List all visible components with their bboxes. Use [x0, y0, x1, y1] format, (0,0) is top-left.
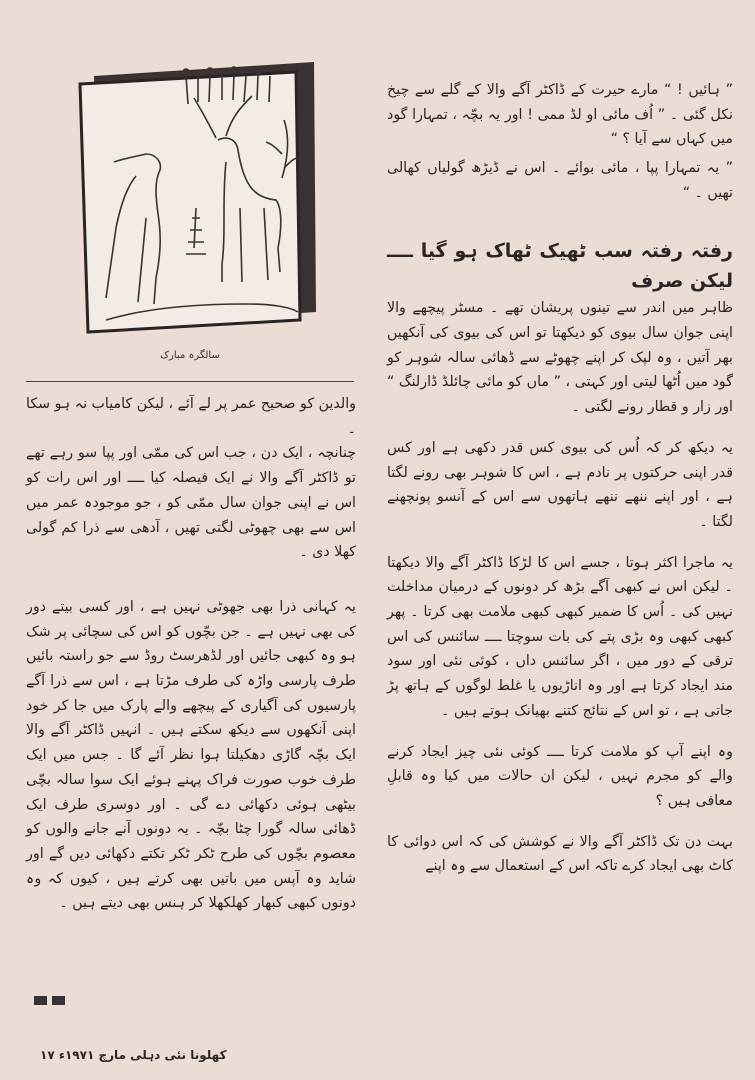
page-footer: کھلونا نئی دہلی مارچ ۱۹۷۱ء ۱۷: [40, 1048, 227, 1062]
paragraph: یہ کہانی ذرا بھی جھوٹی نہیں ہے ، اور کسی بیتے دور کی بھی نہیں ہے ۔ جن بچّوں کو اس کی سچائی پر شک ہو وہ کبھی جائیں اور لڈھرسٹ روڈ سے جو راستہ بائیں طرف پارسی واڑہ کی طرف مڑتا ہے ، اس سے ذرا آگے پارسیوں کی آگیاری کے پیچھے والے پارک میں جا کر خود اپنی آنکھوں سے دیکھ سکتے ہیں ۔ انہیں ڈاکٹر آگے والا ایک بچّہ گاڑی دھکیلتا ہوا نظر آئے گا ۔ جس میں ایک طرف خوب صورت فراک پہنے ہوئے ایک سوا سالہ بچّی بیٹھی ہوئی دکھائی دے گی ۔ اور دوسری طرف ایک ڈھائی سالہ گورا چٹا بچّہ ۔ یہ دونوں آنے جانے والوں کو معصوم بچّوں کی طرح ٹکر ٹکر تکتے دکھائی دیں گے اور شاید وہ آپس میں باتیں بھی کرتے ہیں ، کیوں کہ وہ دونوں کبھی کبھار کھلکھلا کر ہنس بھی دیتے ہیں ۔: [26, 598, 356, 912]
paragraph: وہ اپنے آپ کو ملامت کرتا ــــ کوئی نئی چیز ایجاد کرنے والے کو مجرم نہیں ، لیکن ان حالات میں کیا وہ قابلِ معافی ہیں ؟: [387, 743, 733, 809]
illustration-caption: سالگرہ مبارک: [160, 350, 220, 361]
end-mark: [34, 996, 47, 1005]
paragraph: چنانچہ ، ایک دن ، جب اس کی ممّی اور پپا سو رہے تھے تو ڈاکٹر آگے والا نے ایک فیصلہ کیا ــــ اور اس رات کو اس نے اپنی جوان سال ممّی کو ، جو موجودہ عمر میں اس سے بھی چھوٹی لگتی تھیں ، آدھی سے ذرا کم گولی کھلا دی ۔: [26, 445, 356, 561]
left-column: [26, 392, 356, 916]
deer-illustration: [76, 58, 318, 334]
paragraph: والدین کو صحیح عمر پر لے آئے ، لیکن کامیاب نہ ہو سکا ۔: [26, 396, 356, 437]
paragraph: ” ہائیں ! “ مارے حیرت کے ڈاکٹر آگے والا کے گلے سے چیخ نکل گئی ۔ ” اُف مائی او لڈ ممی ! اور یہ بچّہ ، تمہارا گود میں کہاں سے آیا ؟ “: [387, 82, 733, 148]
paragraph: ظاہر میں اندر سے تینوں پریشان تھے ۔ مسٹر پیچھے والا اپنی جوان سال بیوی کو دیکھتا تو اس کی بیوی کی آنکھیں بھر آتیں ، وہ لپک کر اپنے چھوٹے سے ڈھائی سالہ شوہر کو گود میں اُٹھا لیتی اور کہتی ، ” ماں کو مائی چائلڈ ڈارلنگ “ اور زار و قطار رونے لگتی ۔: [387, 300, 733, 416]
paragraph: یہ ماجرا اکثر ہوتا ، جسے اس کا لڑکا ڈاکٹر آگے والا دیکھتا ۔ لیکن اس نے کبھی آگے بڑھ کر دونوں کے درمیان مداخلت نہیں کی ۔ اُس کا ضمیر کبھی کبھی ملامت بھی کرتا ۔ پھر کبھی کبھی وہ بڑی پتے کی بات سوچتا ــــ سائنس کی اس ترقی کے دور میں ، اگر سائنس داں ، کوئی نئی اور سود مند ایجاد کرتا ہے اور وہ اناڑیوں یا غلط لوگوں کے ہاتھ پڑ جاتی ہے ، تو اس کے نتائج کتنے بھیانک ہوتے ہیں ۔: [387, 554, 733, 719]
end-mark: [52, 996, 65, 1005]
right-column: [387, 78, 733, 879]
end-marks: [34, 996, 65, 1005]
paragraph: بہت دن تک ڈاکٹر آگے والا نے کوشش کی کہ اس دوائی کا کاٹ بھی ایجاد کرے تاکہ اس کے استعمال سے وہ اپنے: [387, 833, 733, 875]
section-headline: رفتہ رفتہ سب ٹھیک ٹھاک ہو گیا ــــ لیکن صرف: [387, 239, 733, 292]
column-divider: [26, 381, 354, 382]
paragraph: یہ دیکھ کر کہ اُس کی بیوی کس قدر دکھی ہے اور کس قدر اپنی حرکتوں پر نادم ہے ، اس کا شوہر بھی رونے لگتا ہے ، اور اپنے ننھے ننھے ہاتھوں سے اس کے آنسو پونچھنے لگتا ۔: [387, 439, 733, 530]
paragraph: ” یہ تمہارا پپا ، مائی بوائے ۔ اس نے ڈیڑھ گولیاں کھالی تھیں ۔ “: [387, 160, 733, 201]
